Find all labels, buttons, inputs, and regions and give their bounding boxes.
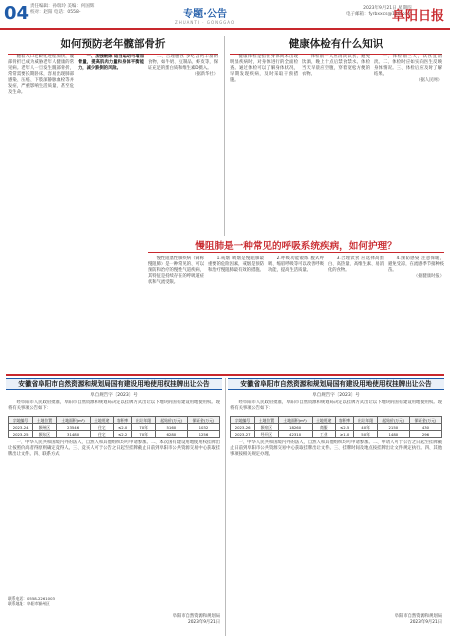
table-cell: 430 [409,424,441,431]
announcement-left-sign: 阜阳市自然资源和规划局 2023年9月21日 [172,614,220,625]
article-right-col1: 健康体检是指在身体尚未出现明显疾病时，对身体进行的全面检查。通过体检可以了解身体状况，早期发现疾病，及时采取干预措施。 [230,54,298,83]
announcement-left-number: 阜自规告字〔2023〕号 [90,393,138,398]
article-left-col3: 二、合理膳食 多吃含钙丰富的食物，如牛奶、豆制品、虾皮等，保证充足的蛋白质和维生素D摄入。 （据新华社） [148,54,218,77]
article-title-copd: 慢阻肺是一种常见的呼吸系统疾病，如何护理？ [195,241,397,252]
table-cell: 23546 [56,424,90,431]
issue-date: 2023年9月21日 星期四 电子邮箱：fyrbxxcs@126.com [346,6,412,17]
table-header-cell: 宗地编号 [9,417,33,424]
table-cell: 1256 [187,431,219,438]
editor-info: 责任编辑：孙瑞玲 美编：何国辉 校对：赵阳 电话：0558- [30,4,95,15]
table-row [9,431,220,438]
byline: （据健康时报） [413,274,444,279]
announcement-right-body: 一、中华人民共和国境内外的法人、自然人和其他组织均可申请参加。二、申请人可于公告之日起至挂牌截止日前到阜阳市公共资源交易中心获取挂牌出让文件。三、挂牌时间及地点按挂牌出让文件规定执行。四、其他事项按相关规定办理。 [230,440,442,457]
newspaper-logo: 阜阳日报 [392,9,445,24]
table-header-cell: 保证金(万元) [409,417,441,424]
article-right-col2: 体检前一天应清淡饮食，避免饮酒，晚上十点后禁食禁水。体检当天早晨应空腹，穿着宽松方便的衣物。 [302,54,370,77]
table-cell: 工业 [312,431,335,438]
table-cell: 296 [409,431,441,438]
table-header-cell: 出让年限 [354,417,377,424]
article-mid-col5: 4.预防感染 注意保暖，避免受凉，在流感季节接种疫苗。 （据健康时报） [388,256,444,279]
table-header-cell: 起始价(万元) [377,417,409,424]
page-number: 04 [4,3,30,24]
table-cell: 颍东区 [33,431,56,438]
article-mid-col4: 3.合理饮食 应选择高蛋白、高热量、高维生素、易消化的食物。 [328,256,384,273]
table-cell: 颍泉区 [255,424,278,431]
table-row [9,424,220,431]
table-row [231,431,442,438]
article-title-hip-fracture: 如何预防老年髋部骨折 [8,36,218,55]
table-cell: ≤2.5 [335,424,354,431]
table-cell: 42310 [278,431,312,438]
table-cell: 18260 [278,424,312,431]
table-cell: 颍州区 [33,424,56,431]
table-header-cell: 容积率 [335,417,354,424]
announcement-right-sign: 阜阳市自然资源和规划局 2023年9月21日 [394,614,442,625]
article-left-col1: 随着人口老龄化进程加快，髋部骨折已成为威胁老年人健康的常见病。老年人一旦发生髋部骨折，常常需要长期卧床，容易出现肺部感染、压疮、下肢深静脉血栓等并发症，严重影响生活质量，甚至危及生命。 [8,54,74,95]
announcement-right-table [230,416,442,438]
table-cell: 商服 [312,424,335,431]
table-cell: 住宅 [90,431,113,438]
announcement-right-title: 安徽省阜阳市自然资源和规划局国有建设用地使用权挂牌出让公告 [228,378,444,390]
table-cell: ≤2.2 [113,431,132,438]
article-title-health-check: 健康体检有什么知识 [230,36,442,55]
table-header-cell: 保证金(万元) [187,417,219,424]
table-header-cell: 土地位置 [33,417,56,424]
table-header-cell: 土地用途 [90,417,113,424]
article-mid-col3: 2.呼吸功能锻炼 腹式呼吸、缩唇呼吸等可以改善呼吸功能，提高生活质量。 [268,256,324,273]
byline: （据人民网） [416,78,442,83]
table-header-cell: 土地面积(m²) [56,417,90,424]
table-header-cell: 起始价(万元) [155,417,187,424]
table-header-cell: 宗地编号 [231,417,255,424]
table-cell: 70年 [132,431,155,438]
article-right-col3: 一、体检前三天，饮食宜清淡。二、体检时应如实向医生反映身体情况。三、体检后应及时了解结果。 （据人民网） [374,54,442,83]
announcement-left-title: 安徽省阜阳市自然资源和规划局国有建设用地使用权挂牌出让公告 [6,378,222,390]
table-header-row [9,417,220,424]
table-cell: 40年 [354,424,377,431]
table-cell: 2023-26 [231,424,255,431]
table-cell: 70年 [132,424,155,431]
table-cell: 2150 [377,424,409,431]
table-row [231,424,442,431]
table-cell: ≥1.0 [335,431,354,438]
table-cell: 50年 [354,431,377,438]
announcement-right-number: 阜自规告字〔2023〕号 [312,393,360,398]
announcement-right-intro: 经阜阳市人民政府批准，阜阳市自然资源和规划局决定以挂牌方式出让以下地块的国有建设用地使用权。现将有关事项公告如下： [230,400,442,411]
section-subtitle: ZHUANTI · GONGGAO [175,20,236,25]
section-title: 专题·公告 [183,9,227,20]
table-cell: 2023-25 [9,431,33,438]
section-heading [175,5,235,25]
column-divider [224,36,225,236]
page-header [0,0,450,30]
title-underline [148,252,444,253]
announcement-left-intro: 经阜阳市人民政府批准，阜阳市自然资源和规划局决定以挂牌方式出让以下地块的国有建设用地使用权。现将有关事项公告如下： [8,400,220,411]
byline: （据新华社） [192,72,218,77]
table-cell: ≤2.0 [113,424,132,431]
contact-info: 联系电话：0558-2261003 联系地址：阜阳市颍州区 [8,596,55,606]
section-separator [6,374,444,376]
announcement-left-body: 一、中华人民共和国境内外的法人、自然人和其他组织均可申请参加。二、本次国有建设用地使用权挂牌出让按照价高者得原则确定竞得人。三、竞买人可于公告之日起至挂牌截止日前到阜阳市公共资源交易中心获取挂牌出让文件。四、联系方式 [8,440,220,457]
article-mid-col2: 1.戒烟 吸烟是慢阻肺最重要的危险因素，戒烟是预防和治疗慢阻肺最有效的措施。 [208,256,264,273]
table-cell: 2023-27 [231,431,255,438]
table-cell: 5160 [155,424,187,431]
table-header-cell: 土地用途 [312,417,335,424]
table-cell: 1480 [377,431,409,438]
table-header-cell: 土地位置 [255,417,278,424]
table-header-cell: 出让年限 [132,417,155,424]
table-header-cell: 容积率 [113,417,132,424]
table-cell: 经开区 [255,431,278,438]
table-header-cell: 土地面积(m²) [278,417,312,424]
article-mid-col1: 慢性阻塞性肺疾病（简称慢阻肺）是一种常见的、可以预防和治疗的慢性气道疾病，其特征是持续存在的呼吸道症状和气流受限。 [148,256,204,285]
table-cell: 31480 [56,431,90,438]
table-cell: 1032 [187,424,219,431]
table-header-row [231,417,442,424]
table-cell: 住宅 [90,424,113,431]
article-left-col2: 一、加强锻炼 适当运动可增加骨量，提高肌肉力量和身体平衡能力，减少跌倒的风险。 [78,54,144,71]
table-cell: 2023-24 [9,424,33,431]
announcement-left-table [8,416,220,438]
column-divider [225,378,226,636]
table-cell: 6280 [155,431,187,438]
